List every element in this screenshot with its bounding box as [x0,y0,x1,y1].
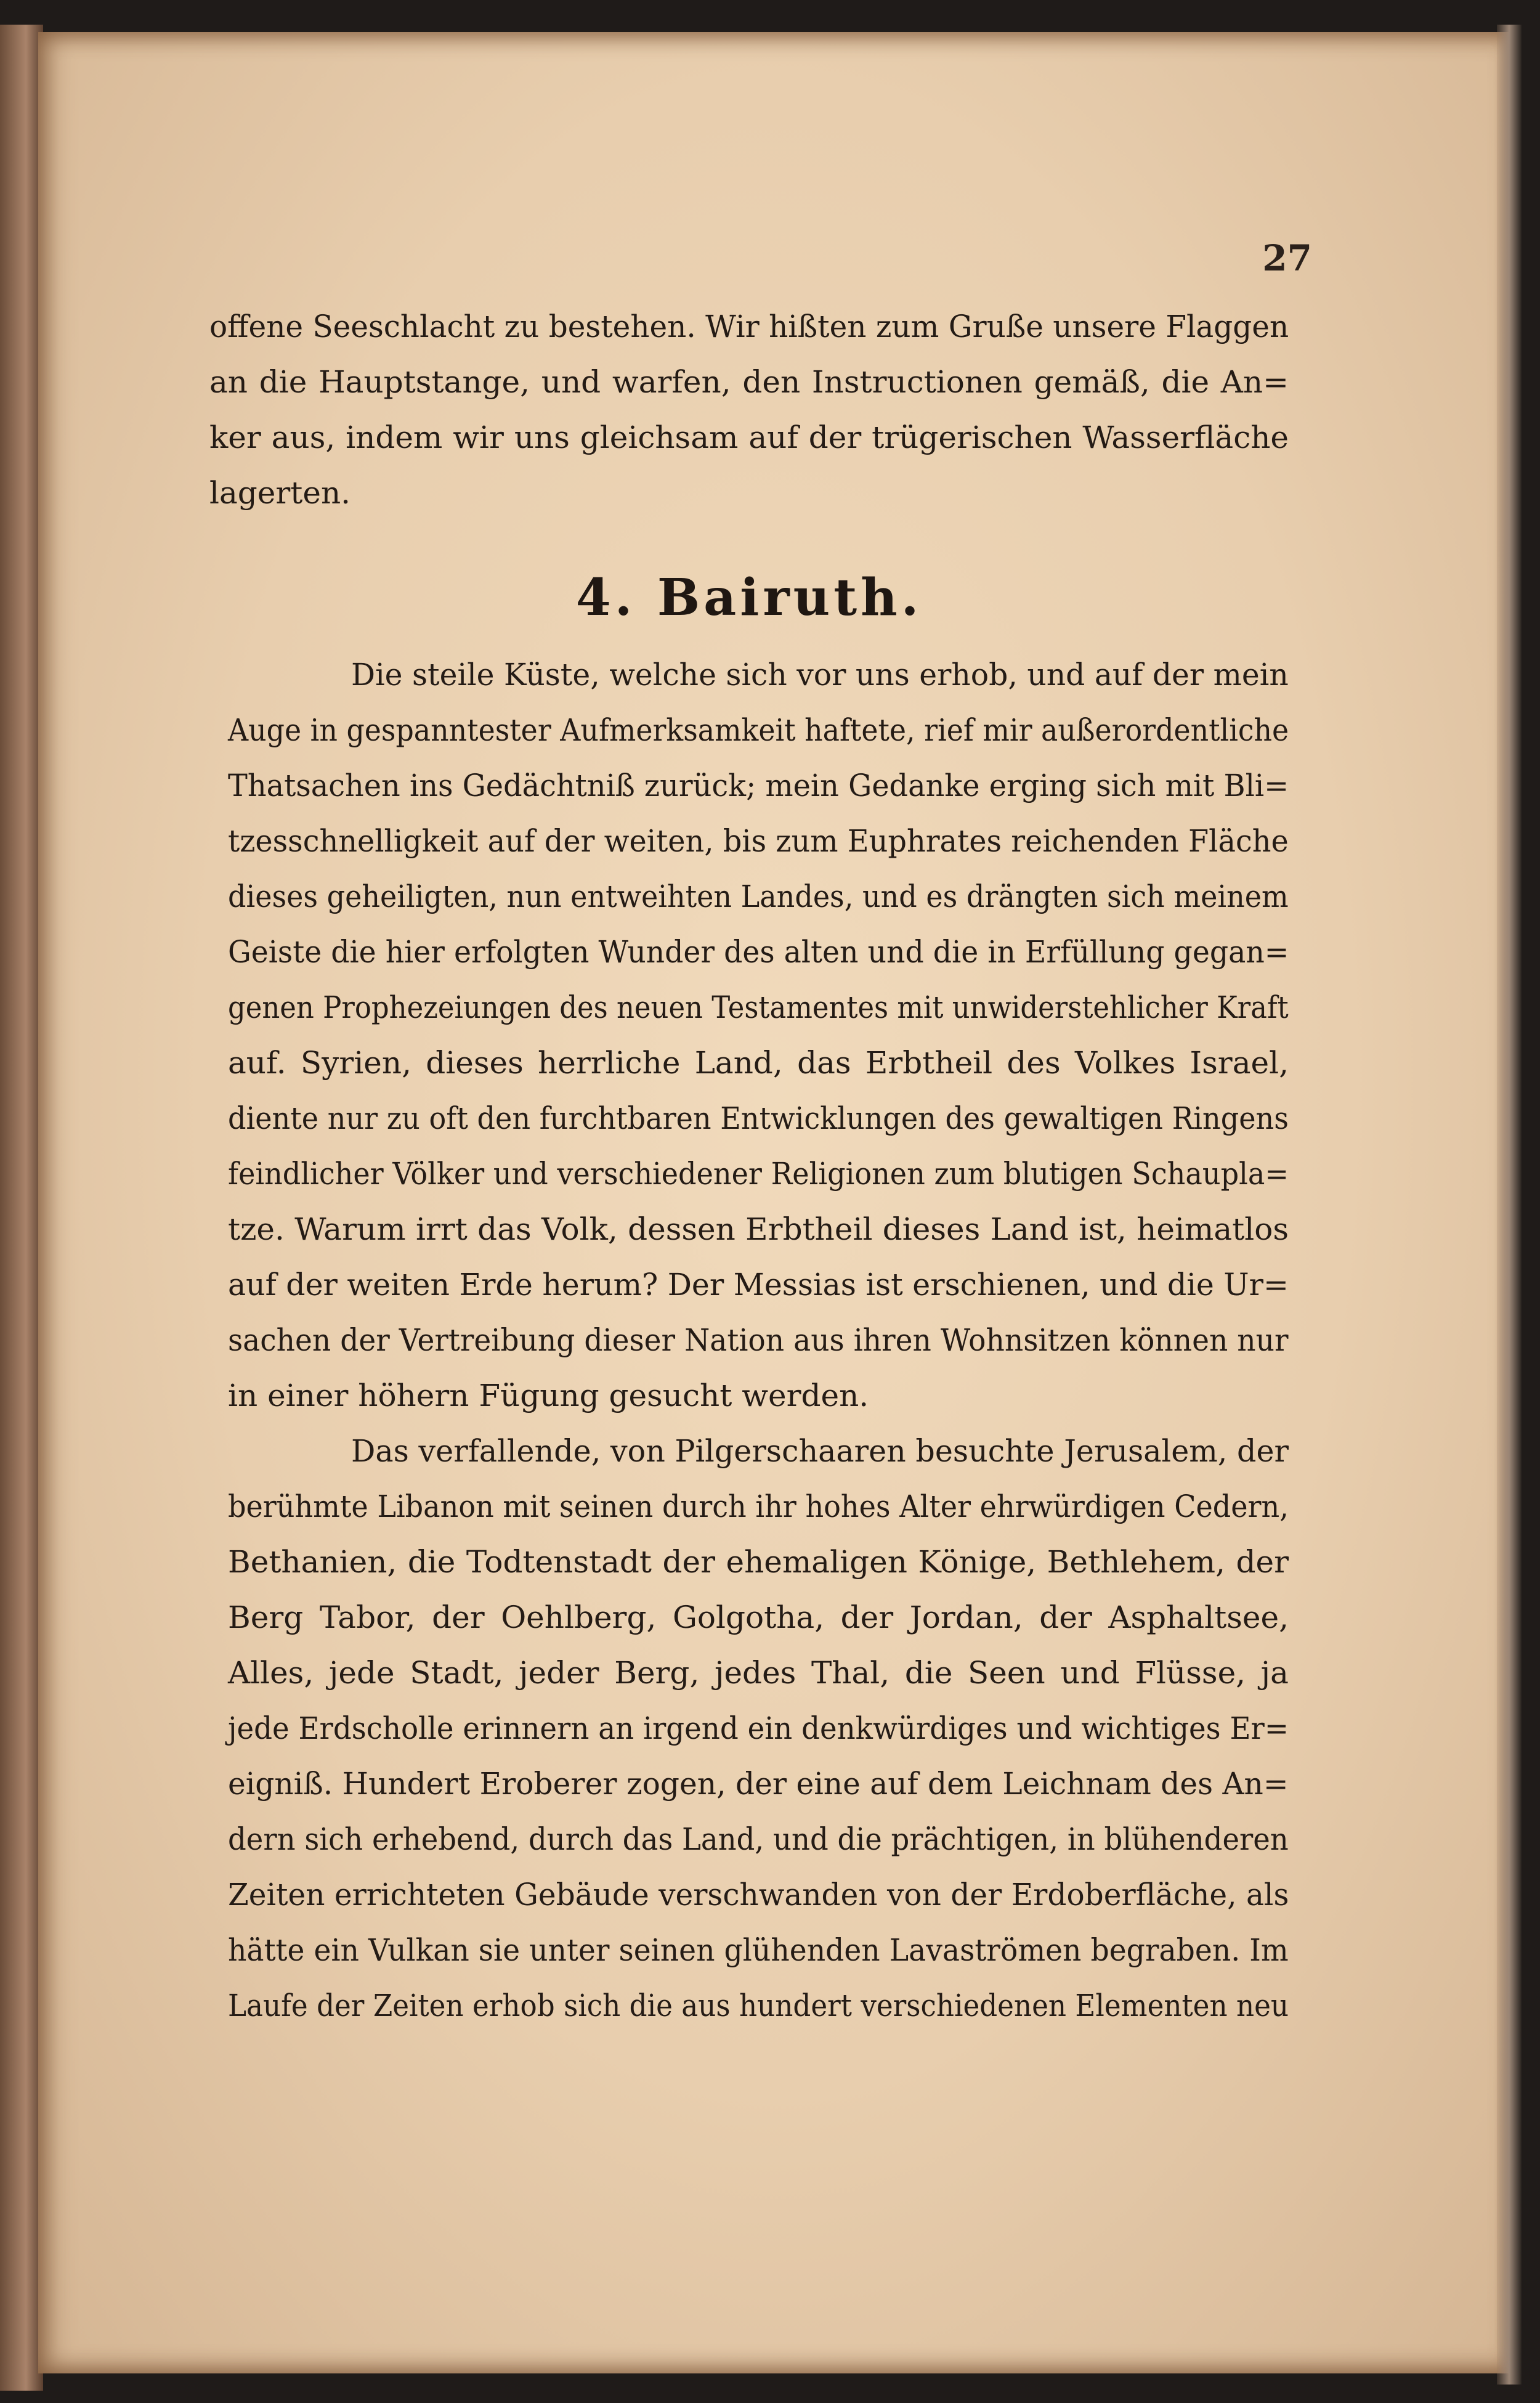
page-right-edge [1497,25,1522,2385]
text-line: Auge in gespanntester Aufmerksamkeit haftete, rief mir außerordentliche [228,712,1289,748]
section-heading: 4. Bairuth. [575,568,923,627]
text-line: in einer höhern Fügung gesucht werden. [228,1378,869,1413]
text-line: Die steile Küste, welche sich vor uns erhob, und auf der mein [351,657,1289,693]
text-line: diente nur zu oft den furchtbaren Entwicklungen des gewaltigen Ringens [228,1100,1289,1136]
text-line: dern sich erhebend, durch das Land, und die prächtigen, in blühenderen [228,1821,1289,1857]
text-line: Das verfallende, von Pilgerschaaren besuchte Jerusalem, der [351,1433,1289,1469]
text-line: tze. Warum irrt das Volk, dessen Erbtheil dieses Land ist, heimatlos [228,1211,1289,1247]
text-line: Berg Tabor, der Oehlberg, Golgotha, der Jordan, der Asphaltsee, [228,1600,1289,1635]
text-line: Zeiten errichteten Gebäude verschwanden von der Erdoberfläche, als [228,1877,1289,1913]
text-line: feindlicher Völker und verschiedener Religionen zum blutigen Schaupla= [228,1156,1289,1192]
text-line: Bethanien, die Todtenstadt der ehemaligen Könige, Bethlehem, der [228,1544,1289,1580]
text-line: lagerten. [209,475,351,511]
text-line: tzesschnelligkeit auf der weiten, bis zum Euphrates reichenden Fläche [228,823,1289,859]
text-line: Thatsachen ins Gedächtniß zurück; mein Gedanke erging sich mit Bli= [228,768,1289,803]
text-line: Geiste die hier erfolgten Wunder des alten und die in Erfüllung gegan= [228,934,1289,970]
text-line: auf. Syrien, dieses herrliche Land, das Erbtheil des Volkes Israel, [228,1045,1289,1081]
text-line: sachen der Vertreibung dieser Nation aus ihren Wohnsitzen können nur [228,1322,1289,1358]
text-line: dieses geheiligten, nun entweihten Landes, und es drängten sich meinem [228,879,1289,914]
text-line: offene Seeschlacht zu bestehen. Wir hißten zum Gruße unsere Flaggen [209,309,1289,344]
text-line: auf der weiten Erde herum? Der Messias ist erschienen, und die Ur= [228,1267,1289,1303]
text-line: berühmte Libanon mit seinen durch ihr hohes Alter ehrwürdigen Cedern, [228,1489,1289,1524]
page-number: 27 [1262,237,1312,279]
text-line: an die Hauptstange, und warfen, den Instructionen gemäß, die An= [209,364,1289,400]
text-line: hätte ein Vulkan sie unter seinen glühenden Lavaströmen begraben. Im [228,1932,1289,1968]
text-line: Alles, jede Stadt, jeder Berg, jedes Thal, die Seen und Flüsse, ja [228,1655,1289,1691]
text-line: ker aus, indem wir uns gleichsam auf der trügerischen Wasserfläche [209,420,1289,455]
text-line: genen Prophezeiungen des neuen Testamentes mit unwiderstehlicher Kraft [228,990,1289,1025]
text-line: Laufe der Zeiten erhob sich die aus hundert verschiedenen Elementen neu [228,1988,1289,2023]
text-line: eigniß. Hundert Eroberer zogen, der eine auf dem Leichnam des An= [228,1766,1289,1802]
previous-page-edge [0,25,43,2391]
text-line: jede Erdscholle erinnern an irgend ein denkwürdiges und wichtiges Er= [228,1710,1289,1746]
